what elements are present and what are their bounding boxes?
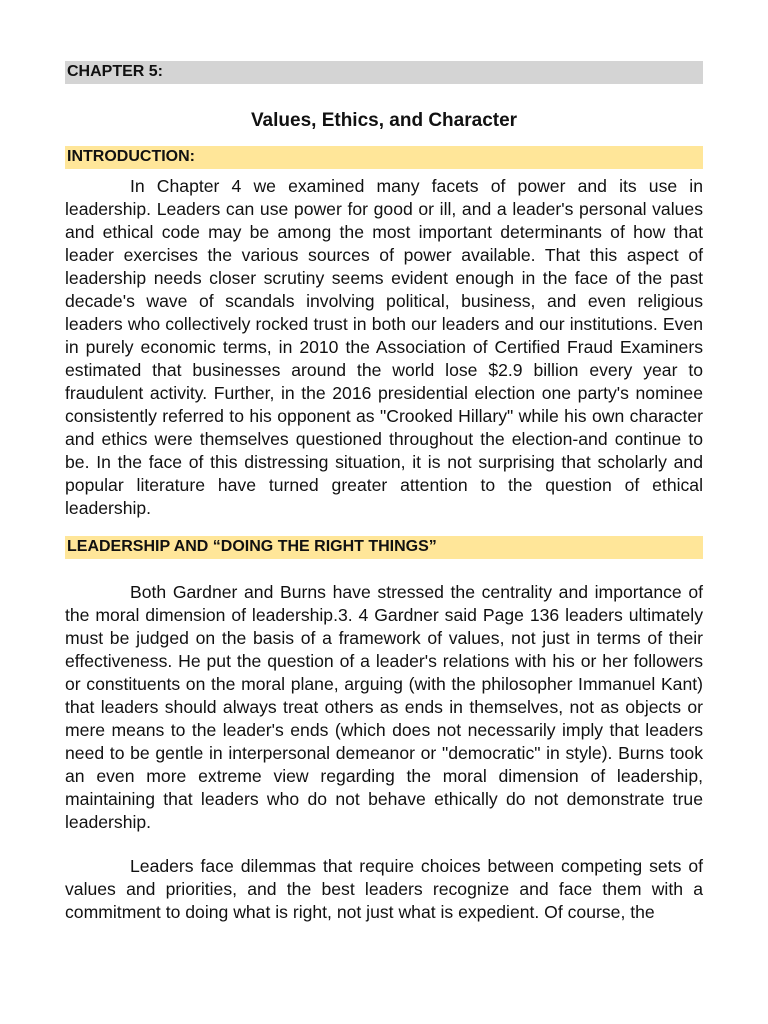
dilemmas-paragraph: Leaders face dilemmas that require choices between competing sets of values and priorities, and the best leaders recognize and face them with a commitment to doing what is right, not just what is expedient. Of course, the <box>65 856 703 922</box>
chapter-title: Values, Ethics, and Character <box>250 110 518 131</box>
chapter-label: CHAPTER 5: <box>65 61 703 84</box>
doing-right-things-heading: LEADERSHIP AND “DOING THE RIGHT THINGS” <box>65 536 703 559</box>
introduction-paragraph: In Chapter 4 we examined many facets of power and its use in leadership. Leaders can use power for good or ill, and a leader's personal values and ethical code may be among the most important determinants of how that leader exercises the various sources of power available. That this aspect of leadership needs closer scrutiny seems evident enough in the face of the past decade's wave of scandals involving political, business, and even religious leaders who collectively rocked trust in both our leaders and our institutions. Even in purely economic terms, in 2010 the Association of Certified Fraud Examiners estimated that businesses around the world lose $2.9 billion every year to fraudulent activity. Further, in the 2016 presidential election one party's nominee consistently referred to his opponent as "Crooked Hillary" while his own character and ethics were themselves questioned throughout the election-and continue to be. In the face of this distressing situation, it is not surprising that scholarly and popular literature have turned greater attention to the question of ethical leadership. <box>65 176 703 518</box>
introduction-heading: INTRODUCTION: <box>65 146 703 169</box>
gardner-burns-paragraph: Both Gardner and Burns have stressed the centrality and importance of the moral dimension of leadership.3. 4 Gardner said Page 136 leaders ultimately must be judged on the basis of a framework of values, not just in terms of their effectiveness. He put the question of a leader's relations with his or her followers or constituents on the moral plane, arguing (with the philosopher Immanuel Kant) that leaders should always treat others as ends in themselves, not as objects or mere means to the leader's ends (which does not necessarily imply that leaders need to be gentle in interpersonal demeanor or "democratic" in style). Burns took an even more extreme view regarding the moral dimension of leadership, maintaining that leaders who do not behave ethically do not demonstrate true leadership. <box>65 582 703 832</box>
document-page <box>65 61 703 924</box>
